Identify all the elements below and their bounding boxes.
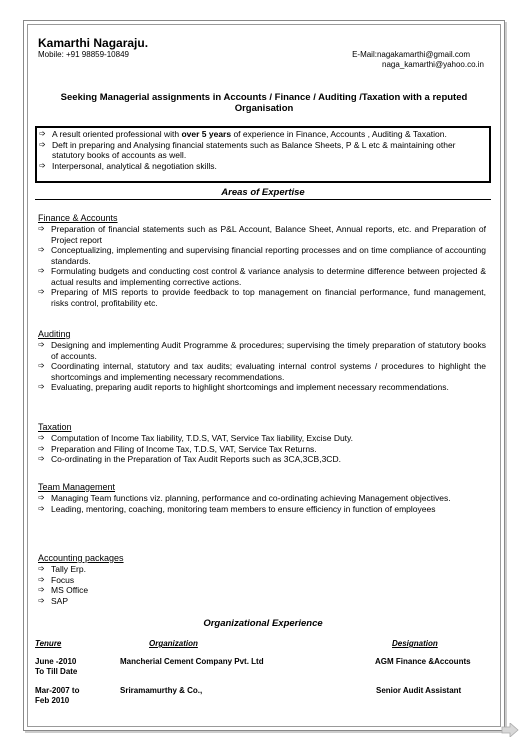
designation: Senior Audit Assistant — [376, 686, 462, 695]
list-item-text: Preparation and Filing of Income Tax, T.D.S, VAT, Service Tax Returns. — [51, 443, 317, 454]
summary-item — [39, 140, 487, 161]
list-item — [38, 564, 486, 575]
list-item-text: Designing and implementing Audit Programme & procedures; supervising the timely preparation of statutory books of accounts. — [51, 340, 486, 361]
list-item — [38, 382, 486, 393]
arrow-bullet-icon: ➩ — [38, 574, 45, 584]
summary-box — [35, 126, 491, 183]
tenure-start: June -2010 — [35, 657, 77, 666]
summary-item-text: Interpersonal, analytical & negotiation skills. — [52, 160, 217, 171]
section-title: Team Management — [38, 482, 116, 492]
list-item-text: Preparing of MIS reports to provide feedback to top management on financial performance, fund management, risks control, profitability etc. — [51, 287, 486, 308]
section-title: Finance & Accounts — [38, 213, 118, 223]
arrow-bullet-icon: ➩ — [38, 340, 45, 349]
next-page-arrow-icon[interactable] — [501, 723, 519, 737]
auditing-section — [38, 329, 486, 393]
packages-section — [38, 553, 486, 606]
list-item-text: Tally Erp. — [51, 564, 86, 574]
arrow-bullet-icon: ➩ — [38, 493, 45, 502]
arrow-bullet-icon: ➩ — [38, 361, 45, 370]
list-item-text: Preparation of financial statements such as P&L Account, Balance Sheet, Annual reports, etc. and Preparation of Project report — [51, 224, 486, 245]
list-item — [38, 454, 486, 465]
taxation-section — [38, 422, 486, 465]
summary-item — [39, 161, 487, 172]
mobile-number: Mobile: +91 98859-10849 — [38, 50, 129, 59]
tenure-end: Feb 2010 — [35, 696, 70, 705]
arrow-bullet-icon: ➩ — [38, 564, 45, 573]
arrow-bullet-icon: ➩ — [39, 139, 46, 149]
list-item-text: MS Office — [51, 585, 89, 595]
resume-page — [23, 20, 505, 731]
arrow-bullet-icon: ➩ — [38, 266, 45, 275]
summary-item-post: of experience in Finance, Accounts , Auditing & Taxation. — [231, 129, 447, 139]
list-item — [38, 361, 486, 382]
list-item — [38, 340, 486, 361]
list-item — [38, 493, 486, 504]
list-item-text: Co-ordinating in the Preparation of Tax Audit Reports such as 3CA,3CB,3CD. — [51, 454, 341, 464]
arrow-bullet-icon: ➩ — [38, 433, 45, 442]
experience-heading: Organizational Experience — [203, 618, 323, 629]
email-secondary: naga_kamarthi@yahoo.co.in — [382, 60, 484, 69]
list-item-text: Conceptualizing, implementing and supervising financial reporting processes and on time compliance of accounting standards. — [51, 245, 486, 266]
team-section — [38, 482, 486, 514]
column-header-designation: Designation — [392, 639, 438, 648]
list-item-text: Formulating budgets and conducting cost control & variance analysis to determine difference between projected & actual results and implementing corrective actions. — [51, 266, 486, 287]
column-header-tenure: Tenure — [35, 639, 62, 648]
career-objective: Seeking Managerial assignments in Accounts / Finance / Auditing /Taxation with a reputed Organisation — [60, 92, 468, 114]
list-item — [38, 596, 486, 607]
list-item — [38, 224, 486, 245]
arrow-bullet-icon: ➩ — [38, 224, 45, 233]
tenure-start: Mar-2007 to — [35, 686, 80, 695]
arrow-bullet-icon: ➩ — [38, 595, 45, 605]
section-title: Taxation — [38, 422, 72, 432]
arrow-bullet-icon: ➩ — [38, 245, 45, 254]
arrow-bullet-icon: ➩ — [38, 454, 45, 463]
arrow-bullet-icon: ➩ — [38, 287, 45, 296]
list-item-text: Computation of Income Tax liability, T.D.S, VAT, Service Tax liability, Excise Duty. — [51, 433, 354, 443]
arrow-bullet-icon: ➩ — [38, 443, 45, 453]
list-item — [38, 287, 486, 308]
section-title: Auditing — [38, 329, 71, 339]
list-item — [38, 585, 486, 596]
arrow-bullet-icon: ➩ — [38, 503, 45, 513]
candidate-name: Kamarthi Nagaraju. — [38, 36, 149, 50]
summary-item — [39, 129, 487, 140]
column-header-organization: Organization — [149, 639, 198, 648]
arrow-bullet-icon: ➩ — [39, 160, 46, 170]
organization-name: Mancherial Cement Company Pvt. Ltd — [120, 657, 264, 666]
section-title: Accounting packages — [38, 553, 124, 563]
list-item — [38, 504, 486, 515]
arrow-bullet-icon: ➩ — [38, 585, 45, 594]
expertise-heading: Areas of Expertise — [35, 187, 491, 200]
tenure-end: To Till Date — [35, 667, 78, 676]
list-item-text: Coordinating internal, statutory and tax audits; evaluating internal control systems / procedures to highlight the shortcomings and implementing necessary recommendations. — [51, 361, 486, 382]
inner-border — [27, 24, 501, 727]
finance-section — [38, 213, 486, 308]
organization-name: Sriramamurthy & Co., — [120, 686, 203, 695]
summary-item-bold: over 5 years — [181, 129, 232, 139]
arrow-bullet-icon: ➩ — [38, 382, 45, 391]
list-item-text: SAP — [51, 595, 69, 606]
list-item — [38, 433, 486, 444]
designation: AGM Finance &Accounts — [375, 657, 471, 666]
list-item — [38, 245, 486, 266]
list-item-text: Leading, mentoring, coaching, monitoring team members to ensure efficiency in function of employees — [51, 503, 436, 514]
list-item-text: Managing Team functions viz. planning, performance and co-ordinating achieving Management objectives. — [51, 493, 451, 503]
list-item — [38, 444, 486, 455]
list-item — [38, 266, 486, 287]
list-item-text: Evaluating, preparing audit reports to highlight shortcomings and implement necessary recommendations. — [51, 382, 449, 392]
arrow-bullet-icon: ➩ — [39, 129, 46, 138]
email-primary: E-Mail:nagakamarthi@gmail.com — [352, 50, 470, 59]
summary-item-pre: A result oriented professional with — [52, 129, 182, 139]
summary-item-text: Deft in preparing and Analysing financial statements such as Balance Sheets, P & L etc & maintaining other statutory books of accounts as well. — [52, 139, 456, 160]
list-item-text: Focus — [51, 574, 75, 585]
list-item — [38, 575, 486, 586]
